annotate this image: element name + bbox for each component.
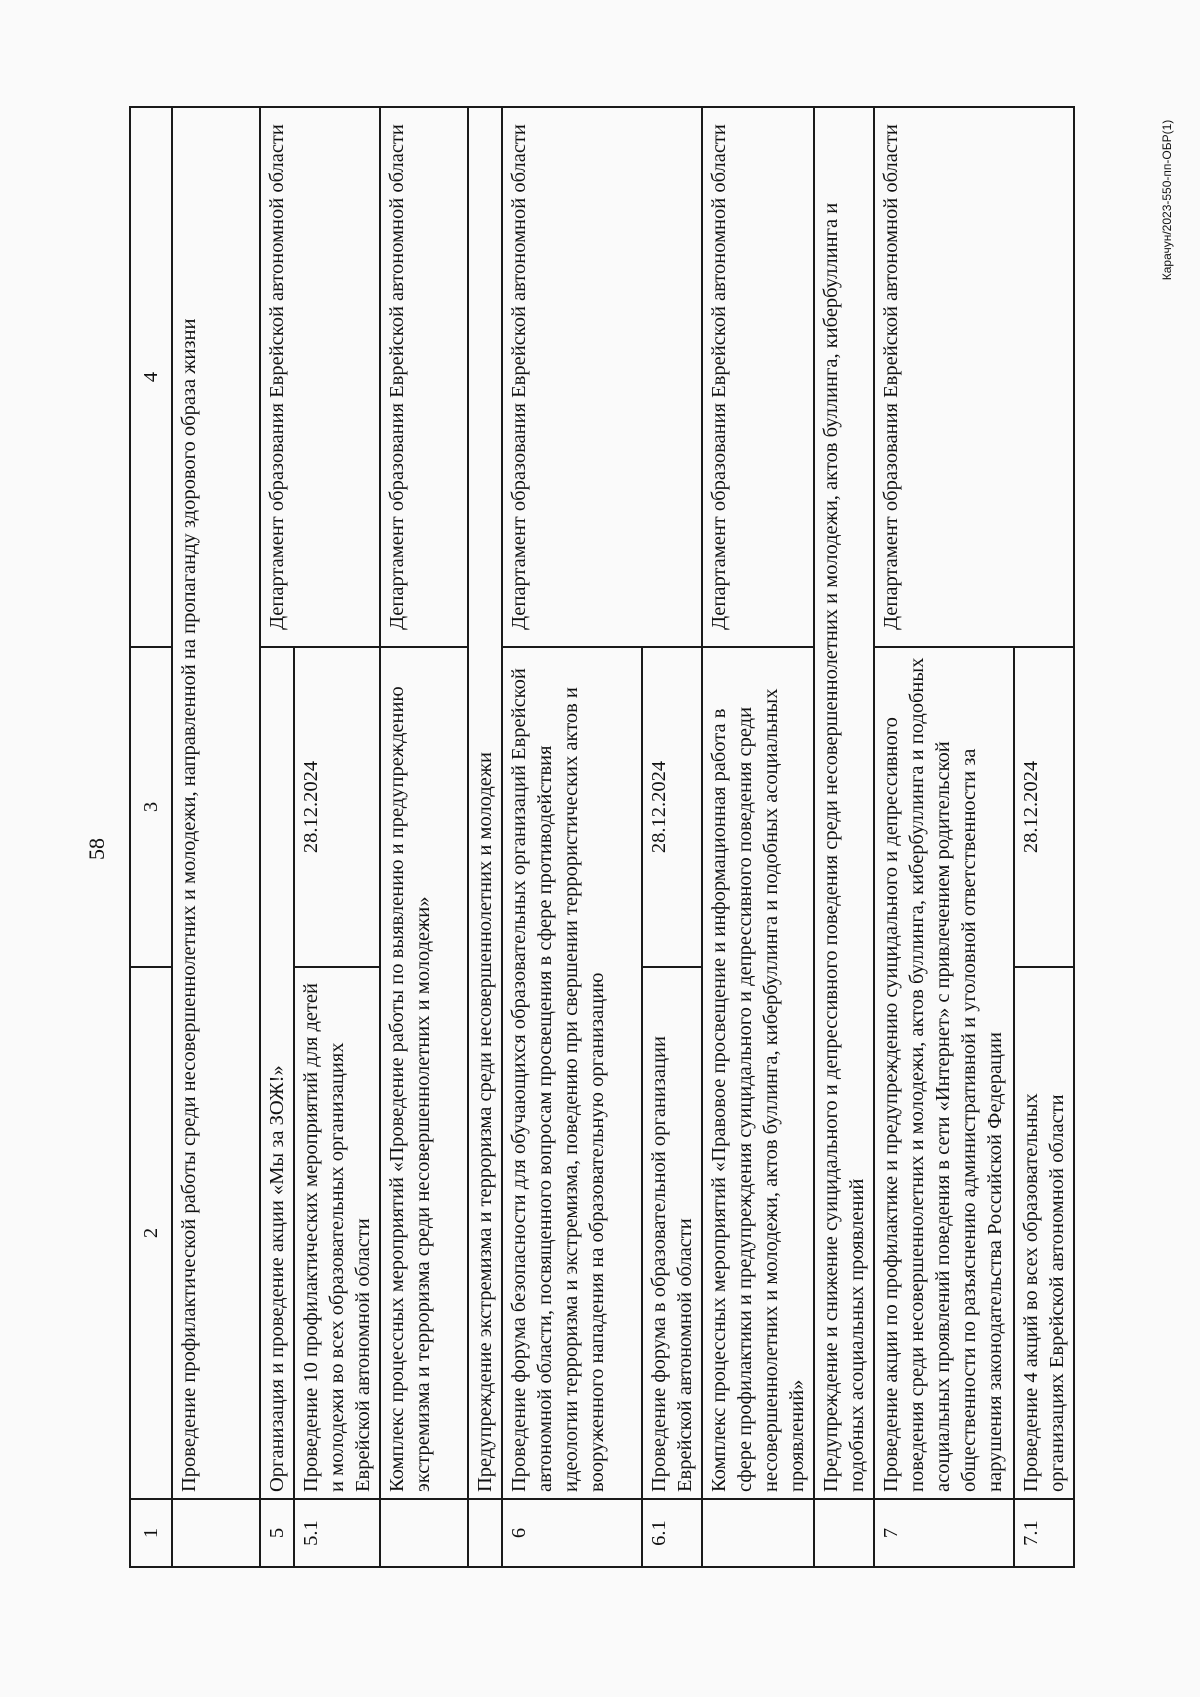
row-number: 6 <box>502 1499 642 1567</box>
column-header-1: 1 <box>130 1499 172 1567</box>
measure-text: Проведение 4 акций во всех образовательных организациях Еврейской автономной области <box>1014 967 1074 1499</box>
responsible-party: Департамент образования Еврейской автономной области <box>702 107 814 647</box>
section-heading: Предупреждение и снижение суицидального и депрессивного поведения среди несовершеннолетних и молодежи, актов буллинга, кибербуллинга и подобных асоциальных проявлений <box>814 107 874 1499</box>
page-number: 58 <box>84 838 109 860</box>
measure-text: Проведение форума в образовательной организации Еврейской автономной области <box>642 967 702 1499</box>
row-number: 5 <box>260 1499 294 1567</box>
measure-text: Проведение 10 профилактических мероприятий для детей и молодежи во всех образовательных организациях Еврейской автономной области <box>294 967 380 1499</box>
table-row <box>502 107 642 1567</box>
row-number: 7.1 <box>1014 1499 1074 1567</box>
responsible-party: Департамент образования Еврейской автономной области <box>502 107 702 647</box>
deadline-date: 28.12.2024 <box>1014 647 1074 967</box>
row-number: 7 <box>874 1499 1014 1567</box>
table-row <box>874 107 1014 1567</box>
column-header-4: 4 <box>130 107 172 647</box>
measure-text: Организация и проведение акции «Мы за ЗОЖ!» <box>260 647 294 1499</box>
rotated-table-wrapper <box>129 108 1068 1568</box>
section-heading: Проведение профилактической работы среди несовершеннолетних и молодежи, направленной на пропаганду здорового образа жизни <box>172 107 260 1499</box>
responsible-party: Департамент образования Еврейской автономной области <box>380 107 468 647</box>
measure-text: Комплекс процессных мероприятий «Проведение работы по выявлению и предупреждению экстремизма и терроризма среди несовершеннолетних и молодежи» <box>380 647 468 1499</box>
column-header-2: 2 <box>130 967 172 1499</box>
document-code: Карачун/2023-550-пп-ОБР(1) <box>1160 119 1174 281</box>
measure-text: Проведение форума безопасности для обучающихся образовательных организаций Еврейской автономной области, посвященного вопросам просвещения в сфере противодействия идеологии терроризма и экстремизма, поведению при свершении террористических актов и вооруженного нападения на образовательную организацию <box>502 647 642 1499</box>
row-number: 6.1 <box>642 1499 702 1567</box>
section-row-zozh <box>172 107 260 1567</box>
section-row-suicide <box>814 107 874 1567</box>
section-heading: Предупреждение экстремизма и терроризма среди несовершеннолетних и молодежи <box>468 107 502 1499</box>
measures-table <box>129 106 1075 1568</box>
table-row <box>380 107 468 1567</box>
responsible-party: Департамент образования Еврейской автономной области <box>260 107 380 647</box>
deadline-date: 28.12.2024 <box>642 647 702 967</box>
table-row <box>260 107 294 1567</box>
deadline-date: 28.12.2024 <box>294 647 380 967</box>
header-row <box>130 107 172 1567</box>
column-header-3: 3 <box>130 647 172 967</box>
responsible-party: Департамент образования Еврейской автономной области <box>874 107 1074 647</box>
table-row <box>702 107 814 1567</box>
row-number: 5.1 <box>294 1499 380 1567</box>
section-row-extremism <box>468 107 502 1567</box>
measure-text: Комплекс процессных мероприятий «Правовое просвещение и информационная работа в сфере профилактики и предупреждения суицидального и депрессивного поведения среди несовершеннолетних и молодежи, актов буллинга, кибербуллинга и подобных асоциальных проявлений» <box>702 647 814 1499</box>
measure-text: Проведение акции по профилактике и предупреждению суицидального и депрессивного поведения среди несовершеннолетних и молодежи, актов буллинга, кибербуллинга и подобных асоциальных проявлений поведения в сети «Интернет» с привлечением родительской общественности по разъяснению административной и уголовной ответственности за нарушения законодательства Российской Федерации <box>874 647 1014 1499</box>
